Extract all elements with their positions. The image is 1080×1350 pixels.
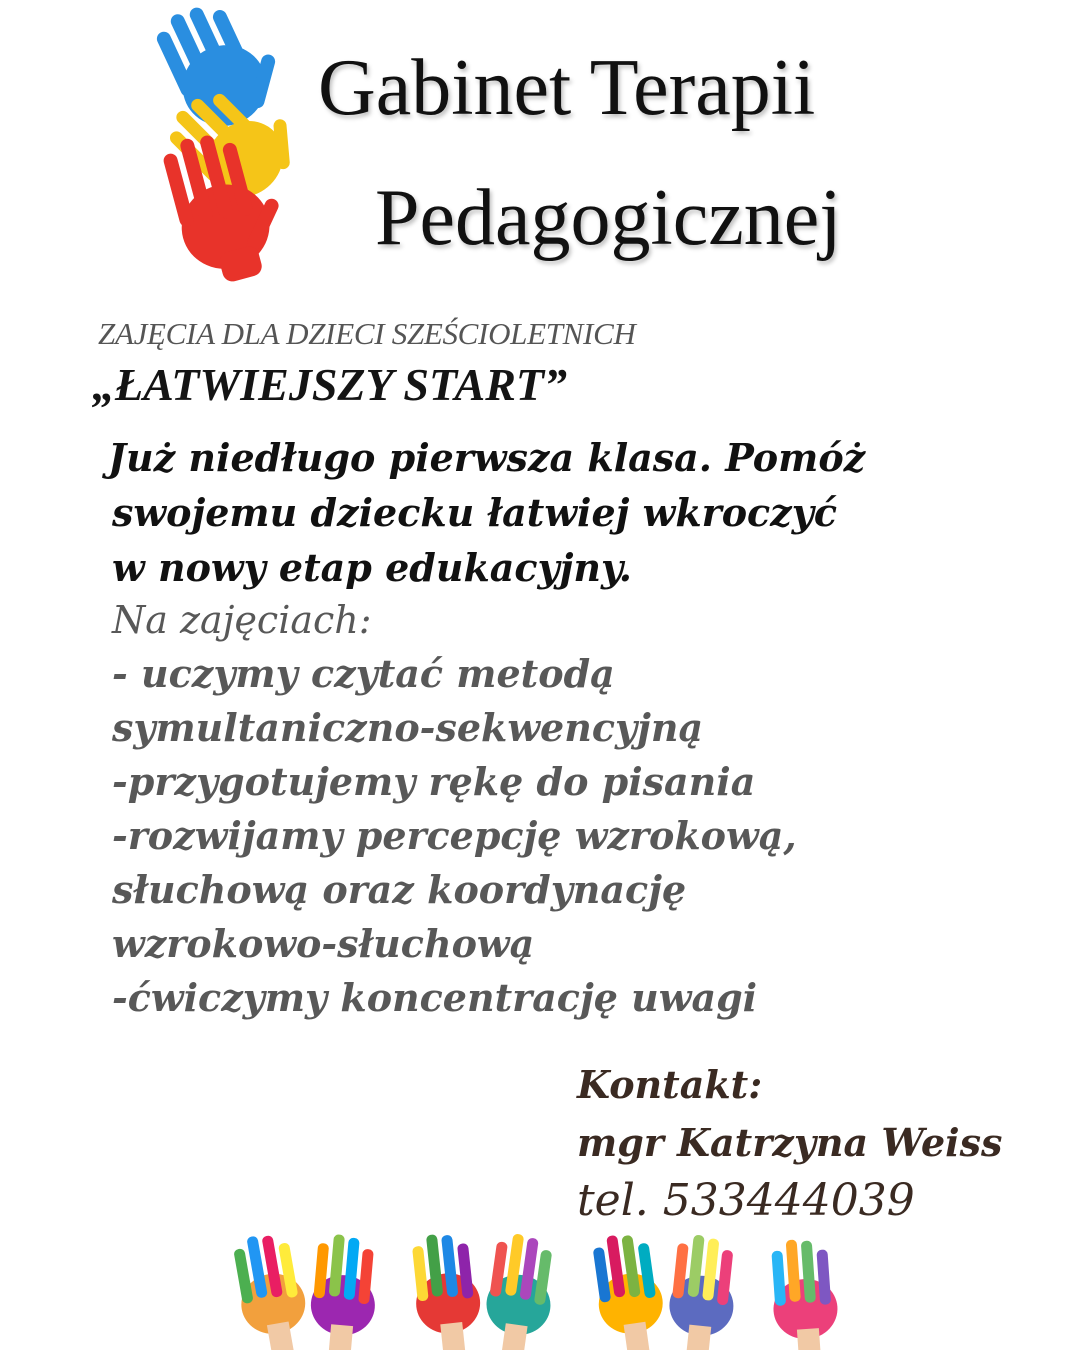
hand-icon: [480, 1231, 560, 1350]
hand-icon: [307, 1233, 381, 1350]
intro-line: w nowy etap edukacyjny.: [112, 545, 632, 590]
intro-line: Już niedługo pierwsza klasa. Pomóż: [108, 435, 866, 480]
offer-item: - uczymy czytać metodą: [112, 651, 615, 696]
offer-item: -przygotujemy rękę do pisania: [112, 759, 756, 804]
hand-icon: [769, 1237, 841, 1350]
blue-hand-icon: [150, 2, 295, 140]
offer-item: symultaniczno-sekwencyjną: [112, 705, 704, 750]
offer-item: słuchową oraz koordynację: [112, 867, 687, 912]
contact-block: [577, 1056, 1002, 1230]
hand-icon: [664, 1233, 740, 1350]
brand-title-line-1: Gabinet Terapii: [318, 44, 816, 132]
intro-text: [108, 430, 865, 595]
contact-heading: Kontakt:: [577, 1062, 763, 1107]
program-title: „ŁATWIEJSZY START”: [92, 359, 568, 410]
intro-line: swojemu dziecku łatwiej wkroczyć: [112, 490, 837, 535]
contact-phone[interactable]: tel. 533444039: [577, 1175, 915, 1226]
offer-heading: Na zajęciach:: [112, 598, 372, 642]
offer-item: -ćwiczymy koncentrację uwagi: [112, 975, 758, 1020]
offer-item: wzrokowo-słuchową: [112, 921, 535, 966]
offer-list: [112, 593, 797, 1025]
hand-icon: [230, 1229, 314, 1350]
offer-item: -rozwijamy percepcję wzrokową,: [112, 813, 797, 858]
hand-icon: [589, 1230, 669, 1350]
three-colored-hands-icon: [118, 2, 318, 292]
hand-icon: [409, 1230, 485, 1350]
contact-name: mgr Katrzyna Weiss: [577, 1120, 1003, 1165]
subtitle: ZAJĘCIA DLA DZIECI SZEŚCIOLETNICH: [98, 316, 636, 351]
painted-children-hands-icon: [180, 1222, 880, 1350]
brand-title-line-2: Pedagogicznej: [375, 174, 842, 262]
